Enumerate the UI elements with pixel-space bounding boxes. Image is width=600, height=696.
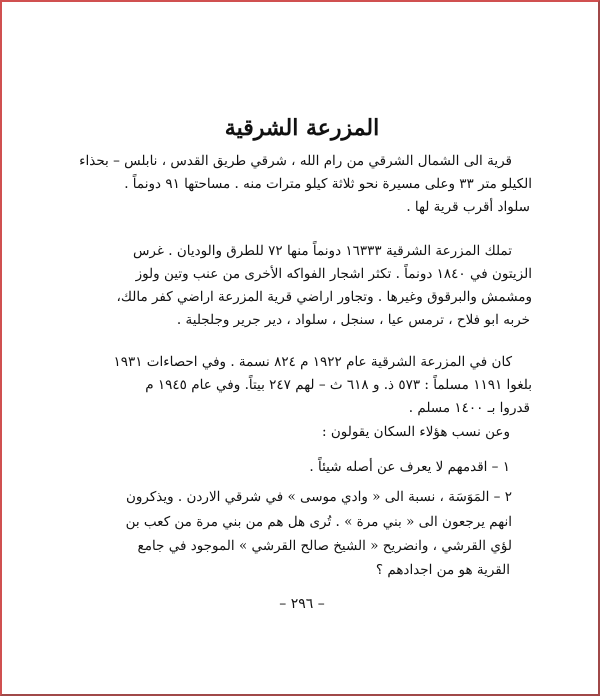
- text-line: قدروا بـ ١٤٠٠ مسلم .: [408, 400, 530, 416]
- text-line: ومشمش والبرقوق وغيرها . وتجاور اراضي قرية المزرعة اراضي كفر مالك،: [116, 289, 532, 305]
- page-number: – ٢٩٦ –: [279, 596, 325, 612]
- text-line: خربه ابو فلاح ، ترمس عيا ، سنجل ، سلواد ، دير جرير وجلجلية .: [176, 312, 530, 328]
- text-line: لؤي القرشي ، وانضريح « الشيخ صالح القرشي » الموجود في جامع: [137, 538, 512, 554]
- text-line: كان في المزرعة الشرقية عام ١٩٢٢ م ٨٢٤ نسمة . وفي احصاءات ١٩٣١: [113, 354, 512, 370]
- paragraph-lineage-intro: وعن نسب هؤلاء السكان يقولون :: [321, 424, 510, 440]
- text-line: تملك المزرعة الشرقية ١٦٣٣٣ دونماً منها ٧٢ للطرق والوديان . غرس: [132, 243, 512, 259]
- text-line: انهم يرجعون الى « بني مرة » . تُرى هل هم من بني مرة من كعب بن: [125, 514, 512, 530]
- text-line: بلغوا ١١٩١ مسلماً : ٥٧٣ ذ. و ٦١٨ ث – لهم ٢٤٧ بيتاً. وفي عام ١٩٤٥ م: [145, 377, 532, 393]
- text-line: قرية الى الشمال الشرقي من رام الله ، شرقي طريق القدس ، نابلس – بحذاء: [79, 153, 512, 169]
- page-title: المزرعة الشرقية: [224, 115, 380, 141]
- text-line: القرية هو من اجدادهم ؟: [375, 562, 510, 578]
- text-line: الكيلو متر ٣٣ وعلى مسيرة نحو ثلاثة كيلو مترات منه . مساحتها ٩١ دونماً .: [124, 176, 532, 192]
- text-line: الزيتون في ١٨٤٠ دونماً . تكثر اشجار الفواكه الأخرى من عنب وتين ولوز: [135, 266, 532, 282]
- text-line: ٢ – المَوَسَة ، نسبة الى « وادي موسى » في شرقي الاردن . ويذكرون: [125, 489, 512, 505]
- text-line: سلواد أقرب قرية لها .: [406, 199, 530, 215]
- list-item-1: ١ – اقدمهم لا يعرف عن أصله شيئاً .: [309, 459, 510, 475]
